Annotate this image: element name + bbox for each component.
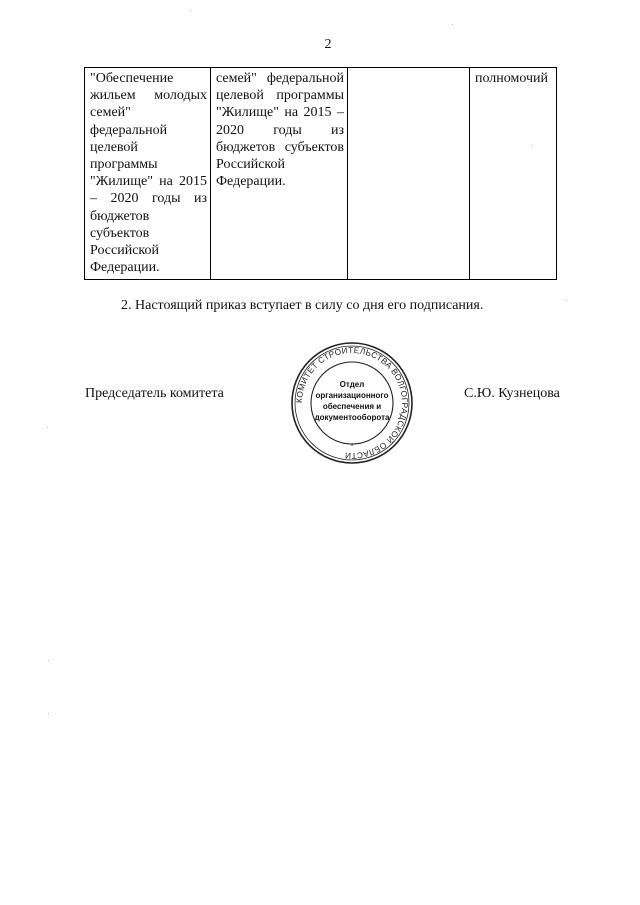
cell-text: "Обеспечение жильем молодых семей" федеральной целевой программы "Жилище" на 2015 – 2020 годы из бюджетов субъектов Российской Федерации. [90,71,207,276]
scan-speck [566,300,567,301]
seal-ring-text: КОМИТЕТ СТРОИТЕЛЬСТВА ВОЛГОГРАДСКОЙ ОБЛАСТИ [293,344,411,462]
program-table [84,67,557,280]
cell-text: полномочий [475,71,549,86]
official-seal [289,340,415,466]
cell-text: семей" федеральной целевой программы "Жилище" на 2015 – 2020 годы из бюджетов субъектов Российской Федерации. [216,71,344,190]
table-row [85,68,557,280]
seal-star: * [350,442,354,451]
effective-date-paragraph: 2. Настоящий приказ вступает в силу со дня его подписания. [121,298,484,313]
scan-speck [532,145,533,146]
scan-speck [190,10,191,11]
page-number: 2 [324,37,332,52]
scan-speck [48,660,49,661]
table-cell-program-name [85,68,211,280]
signatory-role: Председатель комитета [85,386,224,401]
table-cell-empty [348,68,470,280]
scan-speck [47,427,48,428]
scan-speck [452,24,453,25]
table-cell-authority [470,68,557,280]
seal-center-line: документооборота [314,413,390,422]
scan-speck [48,713,49,714]
table-cell-program-continuation [211,68,348,280]
seal-center-line: обеспечения и [322,402,382,411]
signatory-name: С.Ю. Кузнецова [464,386,560,401]
seal-center-line: организационного [315,391,389,400]
seal-center-line: Отдел [339,380,365,389]
